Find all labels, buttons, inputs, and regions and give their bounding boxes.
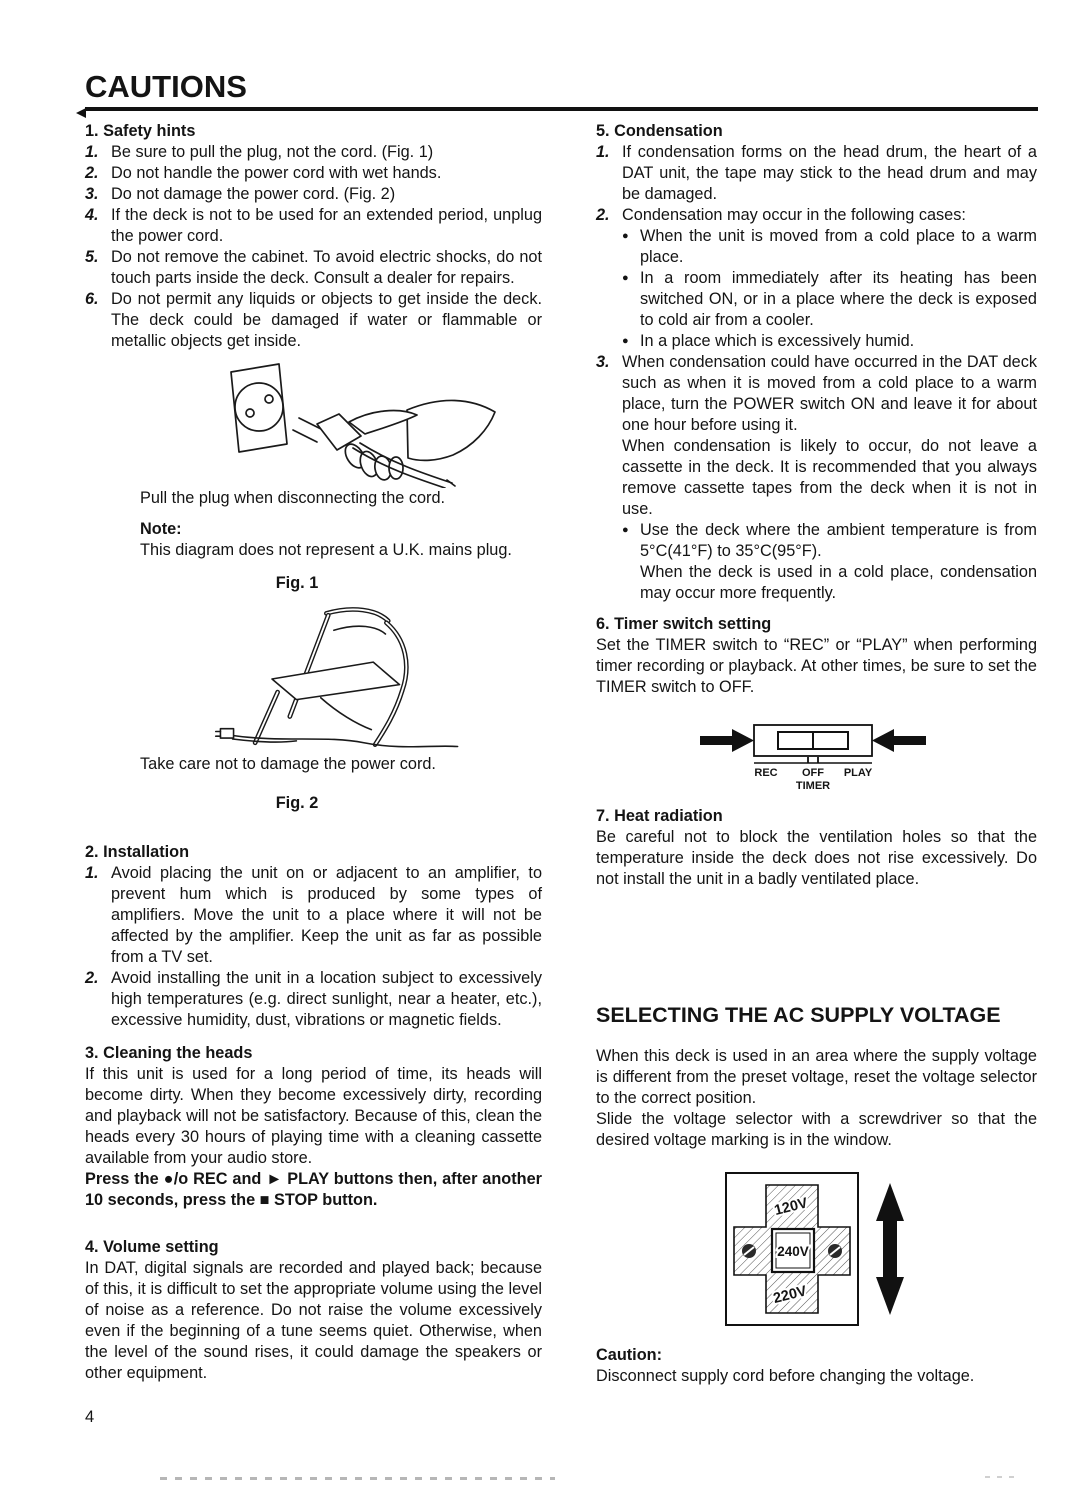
heat-section: [596, 806, 1037, 890]
list-item: [85, 968, 542, 1031]
cleaning-section: [85, 1043, 542, 1211]
section-heading: 4. Volume setting: [85, 1238, 219, 1256]
bullet-marker: ●: [622, 335, 629, 347]
timer-switch-diagram: [688, 710, 938, 790]
up-down-arrow-icon: [876, 1183, 904, 1221]
item-text: Do not remove the cabinet. To avoid electric shocks, do not touch parts inside the deck. Consult a dealer for repairs.: [111, 248, 542, 287]
list-item: [85, 205, 542, 247]
scan-artifact: [985, 1476, 1019, 1478]
right-arrow-icon: [872, 729, 894, 752]
bullet-item: [596, 520, 1037, 562]
item-number: 4.: [85, 206, 99, 224]
page-number: 4: [85, 1408, 95, 1426]
body-paragraph: Set the TIMER switch to “REC” or “PLAY” when performing timer recording or playback. At other times, be sure to set the TIMER switch to OFF.: [596, 636, 1037, 696]
list-item: [85, 142, 542, 163]
left-arrow-icon: [700, 736, 732, 745]
section-heading: 5. Condensation: [596, 122, 723, 140]
item-number: 3.: [596, 353, 610, 371]
item-text: Be sure to pull the plug, not the cord. (Fig. 1): [111, 143, 434, 161]
voltage-window-label: 240V: [777, 1243, 809, 1259]
section-heading: 1. Safety hints: [85, 122, 196, 140]
scan-artifact: [160, 1477, 555, 1480]
item-text: Condensation may occur in the following cases:: [622, 206, 966, 224]
section-heading: 6. Timer switch setting: [596, 615, 772, 633]
item-number: 5.: [85, 248, 99, 266]
item-number: 1.: [85, 864, 99, 882]
item-text: In a room immediately after its heating has been switched ON, or in a place where the deck is exposed to cold air from a cooler.: [640, 269, 1037, 329]
off-label: OFF: [802, 767, 824, 779]
body-paragraph: If this unit is used for a long period of time, its heads will become dirty. When they become excessively dirty, recording and playback will not be satisfactory. Because of this, clean the heads every 30 hours of playing time with a cleaning cassette available from your audio store.: [85, 1065, 542, 1167]
figure-label: Fig. 2: [275, 794, 319, 812]
item-text: In a place which is excessively humid.: [640, 332, 915, 350]
left-column: [85, 121, 542, 1384]
caution-block: [596, 1345, 1037, 1387]
list-item: [85, 863, 542, 968]
page-header: [85, 70, 1038, 111]
voltage-top-label: 120V: [772, 1195, 810, 1219]
item-number: 3.: [85, 185, 99, 203]
safety-section: [85, 121, 542, 352]
item-text: Do not handle the power cord with wet hands.: [111, 164, 442, 182]
caution-label: Caution:: [596, 1345, 663, 1364]
voltage-bottom-label: 220V: [771, 1283, 809, 1307]
chair-figure: [207, 604, 487, 754]
bullet-marker: ●: [622, 230, 629, 242]
list-item: [85, 289, 542, 352]
item-text: If the deck is not to be used for an extended period, unplug the power cord.: [111, 206, 542, 245]
item-text: Do not permit any liquids or objects to get inside the deck. The deck could be damaged if water or flammable or metallic objects get inside.: [111, 290, 542, 350]
list-item: [596, 352, 1037, 436]
figure-caption: Pull the plug when disconnecting the cord.: [140, 489, 446, 507]
voltage-selector-diagram: [718, 1169, 918, 1329]
bold-instruction: Press the ●/o REC and ► PLAY buttons then, after another 10 seconds, press the ■ STOP button.: [85, 1170, 542, 1209]
list-item: [596, 205, 1037, 226]
item-number: 2.: [596, 206, 610, 224]
section-heading: 3. Cleaning the heads: [85, 1044, 253, 1062]
ac-voltage-title: SELECTING THE AC SUPPLY VOLTAGE: [596, 1003, 1001, 1027]
body-paragraph: Be careful not to block the ventilation holes so that the temperature inside the deck does not rise excessively. Do not install the unit in a badly ventilated place.: [596, 828, 1037, 888]
volume-section: [85, 1237, 542, 1384]
play-label: PLAY: [843, 767, 873, 779]
plug-socket-figure: [203, 360, 503, 488]
item-text: If condensation forms on the head drum, the heart of a DAT unit, the tape may stick to the head drum and may be damaged.: [622, 143, 1037, 203]
condensation-section: [596, 121, 1037, 604]
item-number: 1.: [85, 143, 99, 161]
list-item: [596, 142, 1037, 205]
rec-label: REC: [754, 767, 778, 779]
section-heading: 7. Heat radiation: [596, 807, 723, 825]
item-text: Use the deck where the ambient temperature is from 5°C(41°F) to 35°C(95°F).: [640, 521, 1037, 560]
figure-label: Fig. 1: [275, 574, 319, 592]
timer-section: [596, 614, 1037, 790]
chair-seat-icon: [272, 662, 400, 700]
item-number: 2.: [85, 164, 99, 182]
list-item: [85, 184, 542, 205]
item-text: Avoid installing the unit in a location subject to excessively high temperatures (e.g. direct sunlight, near a heater, etc.), excessive humidity, dust, vibrations or magnetic fields.: [111, 969, 542, 1029]
section-heading: 2. Installation: [85, 843, 190, 861]
plug-icon: [220, 729, 233, 738]
item-text: Do not damage the power cord. (Fig. 2): [111, 185, 396, 203]
page-title: CAUTIONS: [85, 69, 247, 104]
bullet-marker: ●: [622, 272, 629, 284]
bullet-item: [596, 226, 1037, 268]
list-item: [85, 163, 542, 184]
hand-icon: [407, 400, 495, 460]
item-text: When the unit is moved from a cold place to a warm place.: [640, 227, 1037, 266]
item-continuation: When the deck is used in a cold place, condensation may occur more frequently.: [640, 563, 1037, 602]
timer-label: TIMER: [795, 780, 831, 790]
bullet-marker: ●: [622, 524, 629, 536]
bullet-item: [596, 268, 1037, 331]
item-text: Avoid placing the unit on or adjacent to an amplifier, to prevent hum which is produced by some types of amplifiers. Move the unit to a place where it will not be affected by the amplifier. Keep the unit as far as possible from a TV set.: [111, 864, 542, 966]
figure-caption: Take care not to damage the power cord.: [140, 755, 436, 773]
item-number: 6.: [85, 290, 99, 308]
list-item: [85, 247, 542, 289]
body-paragraph: Slide the voltage selector with a screwdriver so that the desired voltage marking is in the window.: [596, 1109, 1037, 1149]
body-paragraph: In DAT, digital signals are recorded and played back; because of this, it is difficult to set the appropriate volume using the level of noise as a reference. Do not raise the volume excessively even if the beginning of a tune seems quiet. Otherwise, when the level of the sound rises, it could damage the speakers or other equipment.: [85, 1259, 542, 1382]
right-column: [596, 121, 1037, 1387]
title-rule: [85, 107, 1038, 111]
note-block: [140, 519, 542, 561]
item-number: 1.: [596, 143, 610, 161]
item-continuation: When condensation is likely to occur, do not leave a cassette in the deck. It is recommended that you always remove cassette tapes from the deck when it is not in use.: [622, 437, 1037, 518]
item-number: 2.: [85, 969, 99, 987]
bullet-item: [596, 331, 1037, 352]
caution-text: Disconnect supply cord before changing the voltage.: [596, 1366, 975, 1385]
installation-section: [85, 842, 542, 1031]
body-paragraph: When this deck is used in an area where the supply voltage is different from the preset voltage, reset the voltage selector to the correct position.: [596, 1046, 1037, 1107]
note-text: This diagram does not represent a U.K. mains plug.: [140, 541, 512, 559]
item-text: When condensation could have occurred in the DAT deck such as when it is moved from a cold place to a warm place, turn the POWER switch ON and leave it for about one hour before using it.: [622, 353, 1037, 434]
note-label: Note:: [140, 520, 182, 538]
